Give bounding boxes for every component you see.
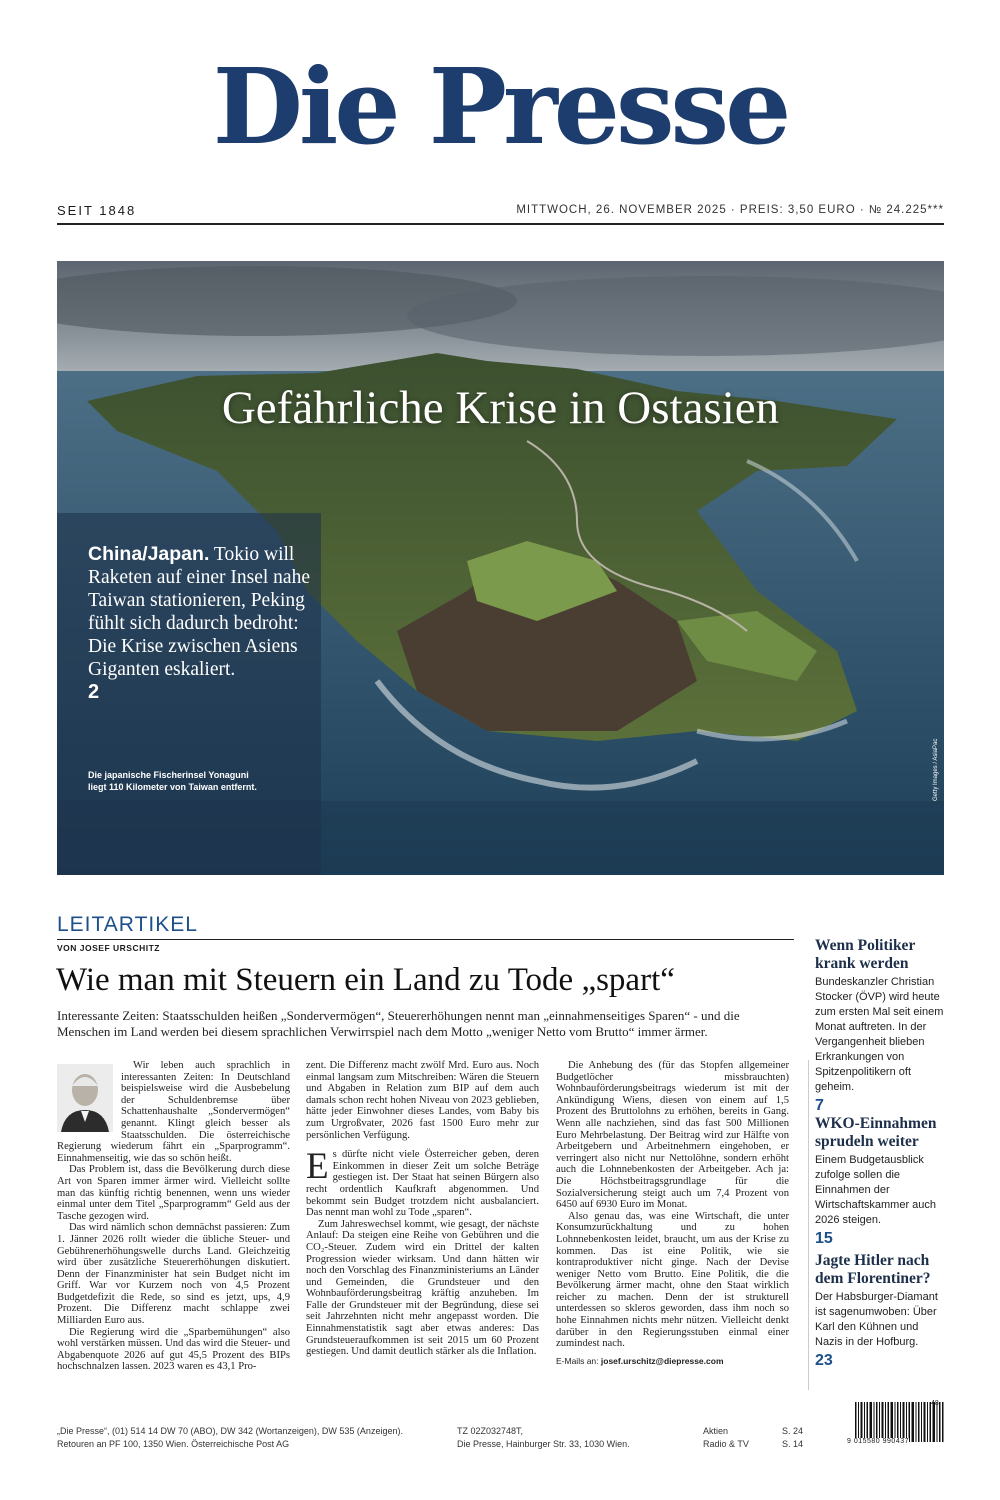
teaser-text: Der Habsburger-Diamant ist sagenumwoben: Über Karl den Kühnen und Nazis in der Hofburg. xyxy=(815,1291,938,1348)
paragraph: Zum Jahreswechsel kommt, wie gesagt, der nächste Anlauf: Da steigen eine Reihe von Gebühren und die CO₂-Steuer. Zudem wird ein Drittel der kalten Progression wieder wirksam. Und dann hätten wir noch den Vorschlag des Finanzministeriums an Länder und Gemeinden, die Grundsteuer und den Wohnbauförderungsbeitrag kräftig anzuheben. Im Falle der Grundsteuer mit der Begründung, diese sei seit Jahrzehnten nicht mehr angepasst worden. Die Einnahmenstatistik sagt aber etwas anderes: Das Grundsteueraufkommen ist seit 2015 um 60 Prozent gestiegen. Und damit deutlich stärker als die Inflation. xyxy=(306,1218,539,1358)
article-column-2 xyxy=(306,1060,539,1358)
hero-teaser-text: Tokio will Raketen auf einer Insel nahe Taiwan stationieren, Peking fühlt sich dadurch bedroht: Die Krise zwischen Asiens Giganten eskaliert. xyxy=(88,544,310,680)
index-page: S. 14 xyxy=(781,1439,803,1449)
masthead-logo[interactable]: Die Presse xyxy=(212,45,788,168)
sidebar-teaser[interactable] xyxy=(815,1252,945,1370)
paragraph: Das Problem ist, dass die Bevölkerung durch diese Art von Sparen immer ärmer wird. Vielleicht sollte man das künftig richtig benennen, wenn uns wieder einmal unter dem Titel „Sparprogramm“ Geld aus der Tasche gezogen wird. xyxy=(57,1164,290,1222)
barcode-number: 9 015580 990437 xyxy=(847,1438,909,1445)
footer-contact-line: „Die Presse“, (01) 514 14 DW 70 (ABO), DW 342 (Wortanzeigen), DW 535 (Anzeigen). xyxy=(57,1426,403,1436)
email-label: E-Mails an: xyxy=(556,1355,599,1366)
author-email xyxy=(556,1356,789,1368)
byline: VON JOSEF URSCHITZ xyxy=(57,943,160,953)
teaser-page-ref[interactable]: 7 xyxy=(815,1097,824,1114)
paragraph: Wir leben auch sprachlich in interessanten Zeiten: In Deutschland beispielsweise wird die Ausbebelung der Schuldenbremse über Schattenhaushalte „Sondervermögen“ genannt. Klingt gleich besser als Staatsschulden. Die österreichische Regierung wiederum fährt ein „Sparprogramm“. Einnahmenseitig, wie das so schön heißt. xyxy=(57,1060,290,1164)
sidebar-divider xyxy=(808,1060,809,1390)
hero-page-ref[interactable]: 2 xyxy=(88,681,100,703)
author-portrait xyxy=(57,1064,113,1132)
article-lead: Interessante Zeiten: Staatsschulden heißen „Sondervermögen“, Steuererhöhungen nennt man „einnahmenseitiges Sparen“ - und die Menschen im Land werden bei diesem sprachlichen Verwirrspiel nach dem Motto „weniger Netto vom Brutto“ immer ärmer. xyxy=(57,1008,740,1039)
email-link[interactable]: josef.urschitz@diepresse.com xyxy=(600,1355,724,1366)
article-headline[interactable]: Wie man mit Steuern ein Land zu Tode „spart“ xyxy=(56,962,675,998)
barcode-issue: 48 xyxy=(931,1400,939,1407)
teaser-page-ref[interactable]: 15 xyxy=(815,1230,833,1247)
article-column-1 xyxy=(57,1060,290,1373)
teaser-headline[interactable]: Jagte Hitler nach dem Florentiner? xyxy=(815,1252,931,1287)
index-label: Aktien xyxy=(703,1426,729,1436)
teaser-page-ref[interactable]: 23 xyxy=(815,1352,833,1369)
hero-title[interactable]: Gefährliche Krise in Ostasien xyxy=(221,382,780,434)
footer-contact-line: Retouren an PF 100, 1350 Wien. Österreichische Post AG xyxy=(57,1439,290,1449)
index-page: S. 24 xyxy=(781,1426,803,1436)
paragraph: Die Regierung wird die „Sparbemühungen“ also wohl verstärken müssen. Und das wird die Steuer- und Abgabenquote 2026 auf gut 45,5 Prozent des BIPs hochschnalzen lassen. 2023 waren es 43,1 Pro- xyxy=(57,1326,290,1373)
issue-info: MITTWOCH, 26. NOVEMBER 2025 · PREIS: 3,50 EURO · № 24.225*** xyxy=(516,204,944,216)
teaser-text: Bundeskanzler Christian Stocker (ÖVP) wird heute zum ersten Mal seit einem Monat auftreten. In der Vergangenheit blieben Erkrankungen von Spitzenpolitikern oft geheim. xyxy=(815,976,944,1093)
sidebar-teaser[interactable] xyxy=(815,1115,945,1248)
footer-tz: TZ 02Z032748T, xyxy=(457,1426,524,1436)
footer-contact xyxy=(57,1425,427,1451)
hero-teaser[interactable] xyxy=(88,543,328,704)
rubric-divider xyxy=(57,939,794,940)
paragraph-with-dropcap xyxy=(306,1146,539,1219)
sidebar-teaser[interactable] xyxy=(815,937,945,1115)
teaser-headline[interactable]: Wenn Politiker krank werden xyxy=(815,937,916,972)
teaser-text: Einem Budgetausblick zufolge sollen die Einnahmen der Wirtschaftskammer auch 2026 steigen. xyxy=(815,1154,937,1226)
hero-kicker: China/Japan. xyxy=(88,543,210,565)
rubric-leitartikel: LEITARTIKEL xyxy=(57,913,198,936)
barcode-icon xyxy=(855,1402,944,1464)
footer-address xyxy=(457,1425,657,1451)
dateline-bar xyxy=(57,203,944,225)
paragraph-text: s dürfte nicht viele Österreicher geben, deren Einkommen in dieser Zeit um solche Beträge gestiegen ist. Der Staat hat seinen Bürgern also recht ordentlich Kaufkraft abgenommen. Und bekommt sein Budget trotzdem nicht ausbalanciert. Das nennt man wohl zu Tode „sparen“. xyxy=(306,1149,539,1219)
paragraph: Also genau das, was eine Wirtschaft, die unter Konsumzurückhaltung und zu hohen Lohnnebenkosten leidet, braucht, um aus der Krise zu kommen. Das ist eine Politik, wie sie kontraproduktiver nicht ginge. Nach der Devise weniger Netto vom Brutto. Eine Politik, die die Bevölkerung ärmer macht, ohne den Staat wirklich reicher zu machen. Denn der ist strukturell unterdessen so skleros geworden, dass ihm noch so hohe Einnahmen nichts mehr nützen. Vielleicht denkt darüber in den Regierungsstuben einmal einer zumindest nach. xyxy=(556,1210,789,1350)
paragraph: Das wird nämlich schon demnächst passieren: Zum 1. Jänner 2026 rollt wieder die übliche Steuer- und Gebührenerhöhungswelle durchs Land. Gleichzeitig wird über zusätzliche Steuererhöhungen diskutiert. Denn der Finanzminister hat sein Budget nicht im Griff. War vor Kurzem noch von 4,5 Prozent Budgetdefizit die Rede, so sind es jetzt, ups, 4,9 Prozent. Die Differenz macht schlappe zwei Milliarden Euro aus. xyxy=(57,1222,290,1327)
footer-index xyxy=(703,1425,803,1451)
footer-address-line: Die Presse, Hainburger Str. 33, 1030 Wien. xyxy=(457,1439,630,1449)
dropcap: E xyxy=(306,1146,329,1188)
teaser-headline[interactable]: WKO-Einnahmen sprudeln weiter xyxy=(815,1115,937,1150)
paragraph: zent. Die Differenz macht zwölf Mrd. Euro aus. Noch einmal langsam zum Mitschreiben: Wären die Steuern und Abgaben in Relation zum BIP auf dem auch damals schon recht hohen Niveau von 2023 geblieben, hätte jeder Einwohner dieses Landes, vom Baby bis zum Urgroßvater, 2026 fast 1500 Euro mehr zur persönlichen Verfügung. xyxy=(306,1060,539,1141)
since-label: SEIT 1848 xyxy=(57,203,137,218)
hero-photo[interactable] xyxy=(57,261,944,875)
article-column-3 xyxy=(556,1060,789,1367)
hero-credit: Getty Images / AsiaPac xyxy=(933,738,939,801)
index-row[interactable] xyxy=(703,1438,803,1451)
index-row[interactable] xyxy=(703,1425,803,1438)
hero-caption: Die japanische Fischerinsel Yonaguni liegt 110 Kilometer von Taiwan entfernt. xyxy=(88,770,257,792)
index-label: Radio & TV xyxy=(703,1439,749,1449)
paragraph: Die Anhebung des (für das Stopfen allgemeiner Budgetlöcher missbrauchten) Wohnbauförderungsbeitrags wiederum ist mit der Ankündigung Wiens, diesen von einem auf 1,5 Prozent des Bruttolohns zu erhöhen, bereits in Gang. Wenn alle nachziehen, sind das fast 500 Millionen Euro Mehrbelastung. Der Beitrag wird zur Hälfte von Arbeitgebern und Arbeitnehmern eingehoben, er verringert also nicht nur Nettolöhne, sondern erhöht auch die Lohnnebenkosten der Arbeitgeber. Ach ja: Die Höchstbeitragsgrundlage für die Sozialversicherung steigt auch um 7,4 Prozent von 6450 auf 6930 Euro im Monat. xyxy=(556,1060,789,1211)
